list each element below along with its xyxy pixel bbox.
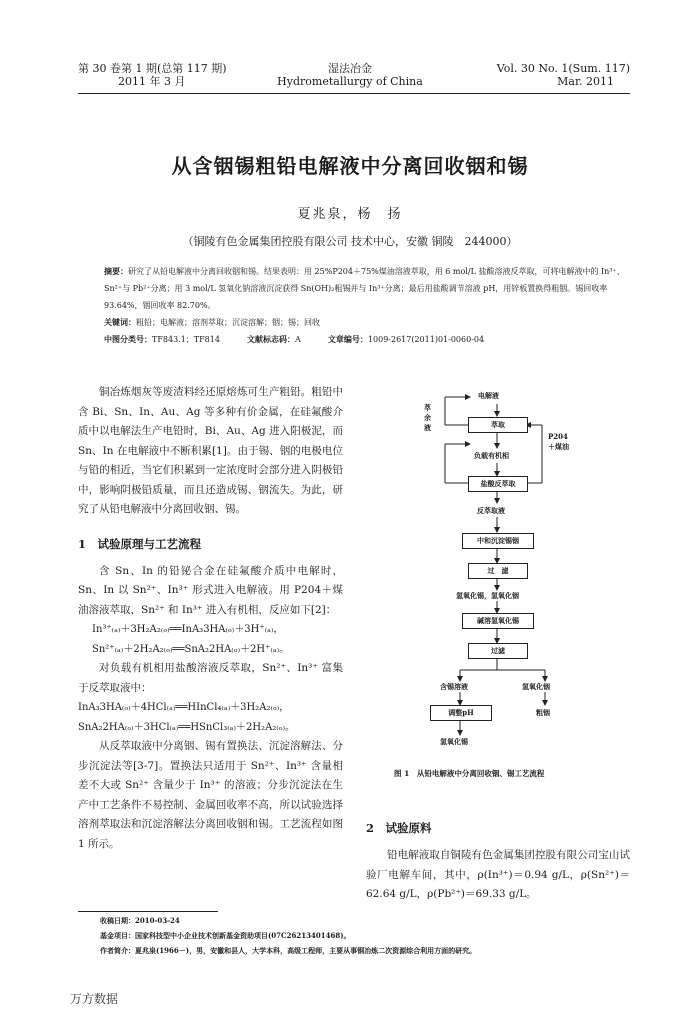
- header-rule: [78, 93, 630, 94]
- node-filtration-2: 过滤: [468, 643, 528, 659]
- author-bio: 作者简介：夏兆泉(1966－)，男，安徽和县人，大学本科，高级工程师，主要从事铜冶炼二次资源综合利用方面的研究。: [100, 946, 477, 955]
- figure-1-caption: 图 1 从铅电解液中分离回收铟、锡工艺流程: [394, 769, 545, 778]
- label-raffinate: 萃余液: [424, 403, 431, 432]
- keywords: [104, 314, 630, 331]
- month-line: Mar. 2011: [557, 75, 614, 88]
- node-strip-liquor: 反萃取液: [477, 506, 505, 515]
- node-loaded-organic: 负载有机相: [474, 451, 509, 460]
- node-extraction: 萃取: [468, 417, 528, 433]
- label-p204-kerosene: P204＋煤油: [548, 432, 569, 451]
- equation-2: Sn²⁺₍ₐ₎＋2H₂A₂₍ₒ₎══SnA₂2HA₍ₒ₎＋2H⁺₍ₐ₎。: [92, 643, 290, 655]
- node-filtration-1: 过 滤: [468, 563, 528, 579]
- clc-value: TF843.1；TF814: [152, 335, 220, 344]
- left-column: [78, 383, 343, 854]
- node-alkali-dissolution: 碱溶氢氧化锡: [462, 613, 534, 629]
- node-tin-solution: 含锡溶液: [440, 682, 468, 691]
- affiliation: （铜陵有色金属集团控股有限公司 技术中心，安徽 铜陵 244000）: [182, 235, 518, 248]
- issue-line: 第 30 卷第 1 期(总第 117 期): [78, 62, 227, 75]
- right-column: [366, 818, 630, 905]
- paper-title: 从含铟锡粗铅电解液中分离回收铟和锡: [171, 154, 529, 178]
- journal-name-cn: 湿法冶金: [328, 62, 372, 75]
- abstract-text: 研究了从铅电解液中分离回收铟和锡。结果表明：用 25%P204＋75%煤油溶液萃取，用 6 mol/L 盐酸溶液反萃取，可将电解液中的 In³⁺、Sn²⁺与 Pb²⁺分离；用 3 mol/L 氢氧化钠溶液沉淀获得 Sn(OH)₂粗锡并与 In³⁺分离；最后用盐酸调节溶液 pH，用锌板置换得粗铟。锡回收率 93.64%，铟回收率 82.70%。: [104, 267, 625, 310]
- equation-1: In³⁺₍ₐ₎＋3H₂A₂₍ₒ₎══InA₃3HA₍ₒ₎＋3H⁺₍ₐ₎，: [92, 624, 284, 635]
- fund-project: 基金项目：国家科技型中小企业技术创新基金资助项目(07C26213401468)。: [100, 931, 351, 940]
- node-crude-indium: 粗铟: [536, 708, 550, 717]
- article-number-label: 文章编号：: [327, 334, 368, 344]
- clc-label: 中图分类号：: [104, 334, 152, 344]
- node-hydroxides: 氢氧化锡，氢氧化铟: [456, 591, 519, 600]
- section-2-heading: 2 试验原料: [366, 821, 432, 835]
- section-1-paragraph-2: 对负载有机相用盐酸溶液反萃取，Sn²⁺、In³⁺ 富集于反萃取液中：: [78, 662, 343, 694]
- node-electrolyte: 电解液: [478, 391, 499, 400]
- footnotes: [100, 913, 630, 958]
- equation-3: InA₃3HA₍ₒ₎＋4HCl₍ₐ₎══HInCl₄₍ₐ₎＋3H₂A₂₍ₒ₎，: [78, 702, 290, 713]
- footnote-rule: [78, 911, 218, 912]
- abstract-label: 摘要：: [104, 266, 128, 276]
- section-1-paragraph-1: 含 Sn、In 的铅铋合金在硅氟酸介质中电解时，Sn、In 以 Sn²⁺、In³⁺ 形式进入电解液。用 P204＋煤油溶液萃取，Sn²⁺ 和 In³⁺ 进入有机相，反应如下[2]：: [78, 564, 343, 616]
- volume-line: Vol. 30 No. 1(Sum. 117): [496, 62, 630, 75]
- article-number-value: 1009-2617(2011)01-0060-04: [367, 335, 485, 344]
- received-date: 收稿日期：2010-03-24: [100, 916, 180, 925]
- node-hcl-stripping: 盐酸反萃取: [468, 476, 528, 492]
- keywords-text: 粗铅；电解液；溶剂萃取；沉淀溶解；铟；锡；回收: [136, 318, 320, 327]
- abstract-block: [104, 263, 630, 348]
- doc-code-value: A: [295, 335, 301, 344]
- classification: [104, 331, 630, 348]
- date-line: 2011 年 3 月: [118, 75, 186, 88]
- section-1-paragraph-3: 从反萃取液中分离铟、锡有置换法、沉淀溶解法、分步沉淀法等[3-7]。置换法只适用于 Sn²⁺、In³⁺ 含量相差不大或 Sn²⁺ 含量少于 In³⁺ 的溶液；分步沉淀法在生产中工艺条件不易控制、金属回收率不高，所以试验选择溶剂萃取法和沉淀溶解法分离回收铟和锡。工艺流程如图 1 所示。: [78, 740, 343, 850]
- flowchart-connectors: [400, 385, 630, 785]
- node-indium-hydroxide: 氢氧化铟: [522, 682, 550, 691]
- section-2-paragraph: 铅电解液取自铜陵有色金属集团控股有限公司宝山试验厂电解车间，其中，ρ(In³⁺)＝0.94 g/L，ρ(Sn²⁺)＝62.64 g/L，ρ(Pb²⁺)＝69.33 g/L。: [366, 849, 630, 900]
- node-tin-hydroxide: 氢氧化锡: [440, 737, 468, 746]
- watermark: 万方数据: [70, 992, 119, 1006]
- node-neutralize-precipitate: 中和沉淀锡铟: [462, 533, 534, 549]
- keywords-label: 关键词：: [104, 317, 136, 327]
- journal-volume: [497, 62, 630, 88]
- section-1-heading: 1 试验原理与工艺流程: [78, 536, 202, 551]
- authors: 夏兆泉，杨 扬: [297, 207, 403, 222]
- doc-code-label: 文献标志码：: [247, 334, 296, 344]
- equation-4: SnA₂2HA₍ₒ₎＋3HCl₍ₐ₎══HSnCl₃₍ₐ₎＋2H₂A₂₍ₒ₎。: [78, 721, 296, 733]
- process-flowchart: [394, 385, 630, 785]
- node-adjust-ph: 调整pH: [430, 705, 492, 721]
- journal-name-en: Hydrometallurgy of China: [277, 75, 423, 88]
- abstract: [104, 263, 630, 314]
- intro-paragraph: 铜冶炼烟灰等废渣料经还原熔炼可生产粗铅。粗铅中含 Bi、Sn、In、Au、Ag 等多种有价金属，在硅氟酸介质中以电解法生产电铅时，Bi、Au、Ag 进入阳极泥，而 Sn、In 在电解液中不断积累[1]。由于锡、铟的电极电位与铅的相近，当它们积累到一定浓度时会部分进入阴极铅中，影响阴极铅质量，而且还造成锡、铟流失。为此，研究了从铅电解液中分离回收铟、锡。: [78, 386, 343, 515]
